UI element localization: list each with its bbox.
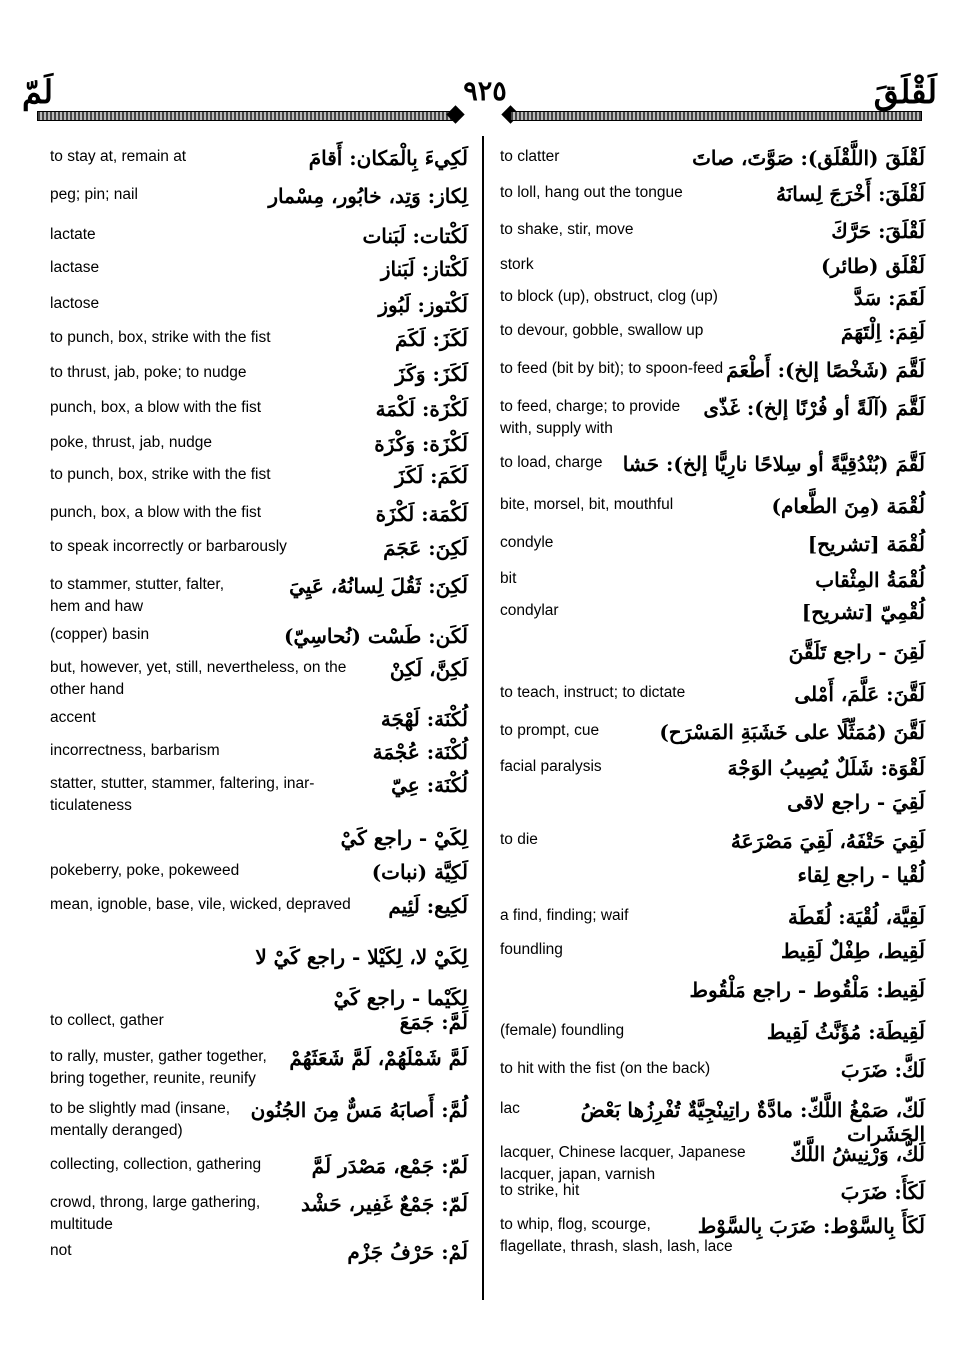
english-translation: to shake, stir, move (500, 221, 634, 238)
english-translation: accent (50, 709, 96, 726)
english-translation: to feed (bit by bit); to spoon-feed (500, 360, 724, 377)
arabic-headword: لُقْمَةُ المِثْقاب (815, 568, 925, 592)
english-translation: to stay at, remain at (50, 148, 187, 165)
english-translation: a find, finding; waif (500, 907, 629, 924)
arabic-headword: لَكَّ: ضَرَبَ (840, 1058, 925, 1082)
english-translation: to feed, charge; to provide with, supply with (500, 398, 681, 437)
arabic-headword: لَقَّمَ (بُنْدُقِيَّةً أو سِلاحًا نارِيًّا إلخ): حَشا (622, 452, 925, 476)
english-translation: to devour, gobble, swallow up (500, 322, 704, 339)
english-translation: to collect, gather (50, 1012, 164, 1029)
arabic-headword: لَمَّ شَمْلَهُمْ، لَمَّ شَعَثَهُمْ (289, 1046, 468, 1070)
arabic-headword: لَكَن: طَسْت (نُحاسِيّ) (284, 624, 468, 648)
english-translation: to stammer, stutter, falter, hem and haw (50, 576, 225, 615)
arabic-headword: لَكْزَة: وَكْزَة (374, 432, 468, 456)
english-translation: poke, thrust, jab, nudge (50, 434, 213, 451)
english-translation: stork (500, 256, 534, 273)
english-translation: punch, box, a blow with the fist (50, 399, 262, 416)
arabic-headword: لَمّ: جَمْعٌ غَفِير، حَشْد (300, 1192, 468, 1216)
arabic-headword: لَقْوَة: شَلَلٌ يُصِيبُ الوَجْهَ (727, 756, 925, 780)
arabic-headword: لَقْلَق (طائر) (820, 254, 925, 278)
english-translation: to prompt, cue (500, 722, 600, 739)
english-translation: lac (500, 1100, 520, 1117)
english-translation: condyle (500, 534, 554, 551)
arabic-headword: لَقَّنَ: عَلَّمَ، أَمْلى (794, 682, 925, 706)
english-translation: lactose (50, 295, 100, 312)
header-rule-right (510, 111, 922, 121)
arabic-headword: لَقِيط، طِفْلٌ لَقِيط (780, 939, 925, 963)
arabic-headword: لَكّ، وَرْنِيشُ اللَّكّ (790, 1142, 925, 1166)
arabic-headword: لُكْنَة: عُجْمَة (372, 740, 468, 764)
english-translation: to loll, hang out the tongue (500, 184, 683, 201)
arabic-headword: لَكِنَّ، لَكِنْ (389, 657, 468, 681)
arabic-headword: لَقِيَ حَتْفَهُ، لَقِيَ مَصْرَعَهُ (730, 829, 925, 853)
arabic-headword: لَكِيءَ بِالْمَكان: أَقامَ (308, 146, 468, 170)
arabic-headword: لُكْنَة: عِيّ (391, 773, 468, 797)
arabic-headword: لِكاز: وَتِد، خابُور، مِسْمار (268, 184, 468, 208)
english-translation: incorrectness, barbarism (50, 742, 220, 759)
english-translation: punch, box, a blow with the fist (50, 504, 262, 521)
english-translation: to teach, instruct; to dictate (500, 684, 686, 701)
arabic-headword: لَكْتاز: لَبَناز (380, 257, 468, 281)
english-translation: lacquer, Chinese lacquer, Japanese lacquer, japan, varnish (500, 1144, 746, 1183)
arabic-headword: لُقْمَة (مِنَ الطَّعام) (771, 494, 925, 518)
english-translation: to strike, hit (500, 1182, 580, 1199)
english-translation: bite, morsel, bit, mouthful (500, 496, 674, 513)
english-translation: (female) foundling (500, 1022, 625, 1039)
arabic-headword: لَقَّنَ (مُمَثِّلًا على خَشَبَةِ المَسْرَح) (659, 720, 925, 744)
column-divider (482, 136, 484, 1300)
english-translation: but, however, yet, still, nevertheless, on the other hand (50, 659, 347, 698)
arabic-headword: لَمّ: جَمْع، مَصْدَر لَمَّ (311, 1154, 468, 1178)
english-translation: to rally, muster, gather together, bring together, reunite, reunify (50, 1048, 267, 1087)
english-translation: collecting, collection, gathering (50, 1156, 262, 1173)
arabic-headword: لِكَيْما - راجع كَيْ (333, 986, 468, 1010)
arabic-headword: لَكِنَ: عَجَمَ (383, 536, 468, 560)
english-translation: facial paralysis (500, 758, 602, 775)
arabic-headword: لَكَزَ: لَكَمَ (395, 327, 468, 351)
arabic-headword: لَكْمَة: لَكْزَة (375, 502, 468, 526)
arabic-headword: لُمَّ: أَصابَهُ مَسٌّ مِنَ الجُنُون (250, 1098, 468, 1122)
arabic-headword: لَقِمَ: اِلْتَهَمَ (840, 320, 925, 344)
arabic-headword: لَقَّمَ (شَخْصًا إلخ): أَطْعَمَ (726, 358, 925, 382)
arabic-headword: لِكَيْ لا، لِكَيْلا - راجع كَيْ لا (255, 945, 468, 969)
arabic-headword: لَقِيَّة، لُقْيَة: لُقَطَة (787, 905, 925, 929)
english-translation: to thrust, jab, poke; to nudge (50, 364, 247, 381)
arabic-headword: لَقِيط: مَلْقُوط - راجع مَلْقُوط (689, 978, 925, 1002)
arabic-headword: لَكَأَ: ضَرَبَ (840, 1180, 925, 1204)
english-translation: to load, charge (500, 454, 603, 471)
arabic-headword: لَكِيع: لَئِيم (388, 894, 468, 918)
arabic-headword: لَقْلَقَ: حَرَّكَ (831, 219, 925, 243)
arabic-headword: لَكَزَ: وَكَزَ (395, 362, 468, 386)
english-translation: to be slightly mad (insane, mentally deranged) (50, 1100, 231, 1139)
english-translation: to hit with the fist (on the back) (500, 1060, 711, 1077)
english-translation: to punch, box, strike with the fist (50, 329, 271, 346)
english-translation: lactase (50, 259, 100, 276)
running-head-left: لَمّ (22, 73, 54, 111)
arabic-headword: لُقْمِيّ [تشريح] (801, 600, 925, 624)
page-number: ٩٢٥ (463, 76, 507, 107)
arabic-headword: لَقِيَ - راجع لاقى (787, 790, 925, 814)
arabic-headword: لِكَيْ - راجع كَيْ (340, 826, 468, 850)
english-translation: foundling (500, 941, 563, 958)
arabic-headword: لَقْلَقَ: أَخْرَجَ لِسانَهُ (775, 182, 925, 206)
english-translation: to punch, box, strike with the fist (50, 466, 271, 483)
arabic-headword: لُكْنَة: لَهْجَة (380, 707, 468, 731)
arabic-headword: لَمْ: حَرْفُ جَزْم (347, 1240, 468, 1264)
arabic-headword: لَكِنَ: ثَقُلَ لِسانُهُ، عَيِيَ (289, 574, 468, 598)
english-translation: peg; pin; nail (50, 186, 138, 203)
arabic-headword: لُقْمَة [تشريح] (807, 532, 925, 556)
english-translation: not (50, 1242, 72, 1259)
arabic-headword: لُقْيا - راجع لِقاء (797, 863, 925, 887)
english-translation: to die (500, 831, 538, 848)
english-translation: to block (up), obstruct, clog (up) (500, 288, 718, 305)
arabic-headword: لَكّ، صَمْغُ اللَّكّ: مادَّةٌ راتِينْجِيَّةٌ تُفْرِزُها بَعْضُ الحَشَرات (580, 1098, 925, 1146)
arabic-headword: لَكْتات: لَبَنات (362, 224, 468, 248)
arabic-headword: لَمَّ: جَمَعَ (399, 1010, 468, 1034)
running-head-right: لَقْلَقَ (873, 73, 937, 111)
header-rule-left (37, 111, 457, 121)
english-translation: bit (500, 570, 517, 587)
english-translation: statter, stutter, stammer, faltering, inar- ticulateness (50, 775, 315, 814)
english-translation: pokeberry, poke, pokeweed (50, 862, 240, 879)
arabic-headword: لَقْلَقَ (اللَّقْلَق): صَوَّتَ، صاتَ (692, 146, 925, 170)
arabic-headword: لَكَمَ: لَكَزَ (395, 464, 468, 488)
arabic-headword: لَقَّمَ (آلَةً أو فُرْنًا إلخ): غَذّى (703, 396, 925, 420)
arabic-headword: لَقَمَ: سَدَّ (853, 286, 925, 310)
english-translation: to speak incorrectly or barbarously (50, 538, 287, 555)
arabic-headword: لَكَأَ بِالسَّوْط: ضَرَبَ بِالسَّوْط (697, 1214, 925, 1238)
english-translation: to whip, flog, scourge, flagellate, thrash, slash, lash, lace (500, 1216, 733, 1255)
arabic-headword: لَقِيطَة: مُؤَنَّثُ لَقِيط (766, 1020, 925, 1044)
english-translation: mean, ignoble, base, vile, wicked, depraved (50, 896, 351, 913)
english-translation: to clatter (500, 148, 560, 165)
arabic-headword: لَكْزَة: لَكْمَة (375, 397, 468, 421)
arabic-headword: لَكِيَّة (نبات) (371, 860, 468, 884)
arabic-headword: لَقِنَ - راجع تَلَقَّنَ (788, 640, 925, 664)
english-translation: lactate (50, 226, 96, 243)
english-translation: condylar (500, 602, 559, 619)
english-translation: (copper) basin (50, 626, 150, 643)
arabic-headword: لَكْتوز: لَبُوز (378, 293, 468, 317)
english-translation: crowd, throng, large gathering, multitude (50, 1194, 261, 1233)
